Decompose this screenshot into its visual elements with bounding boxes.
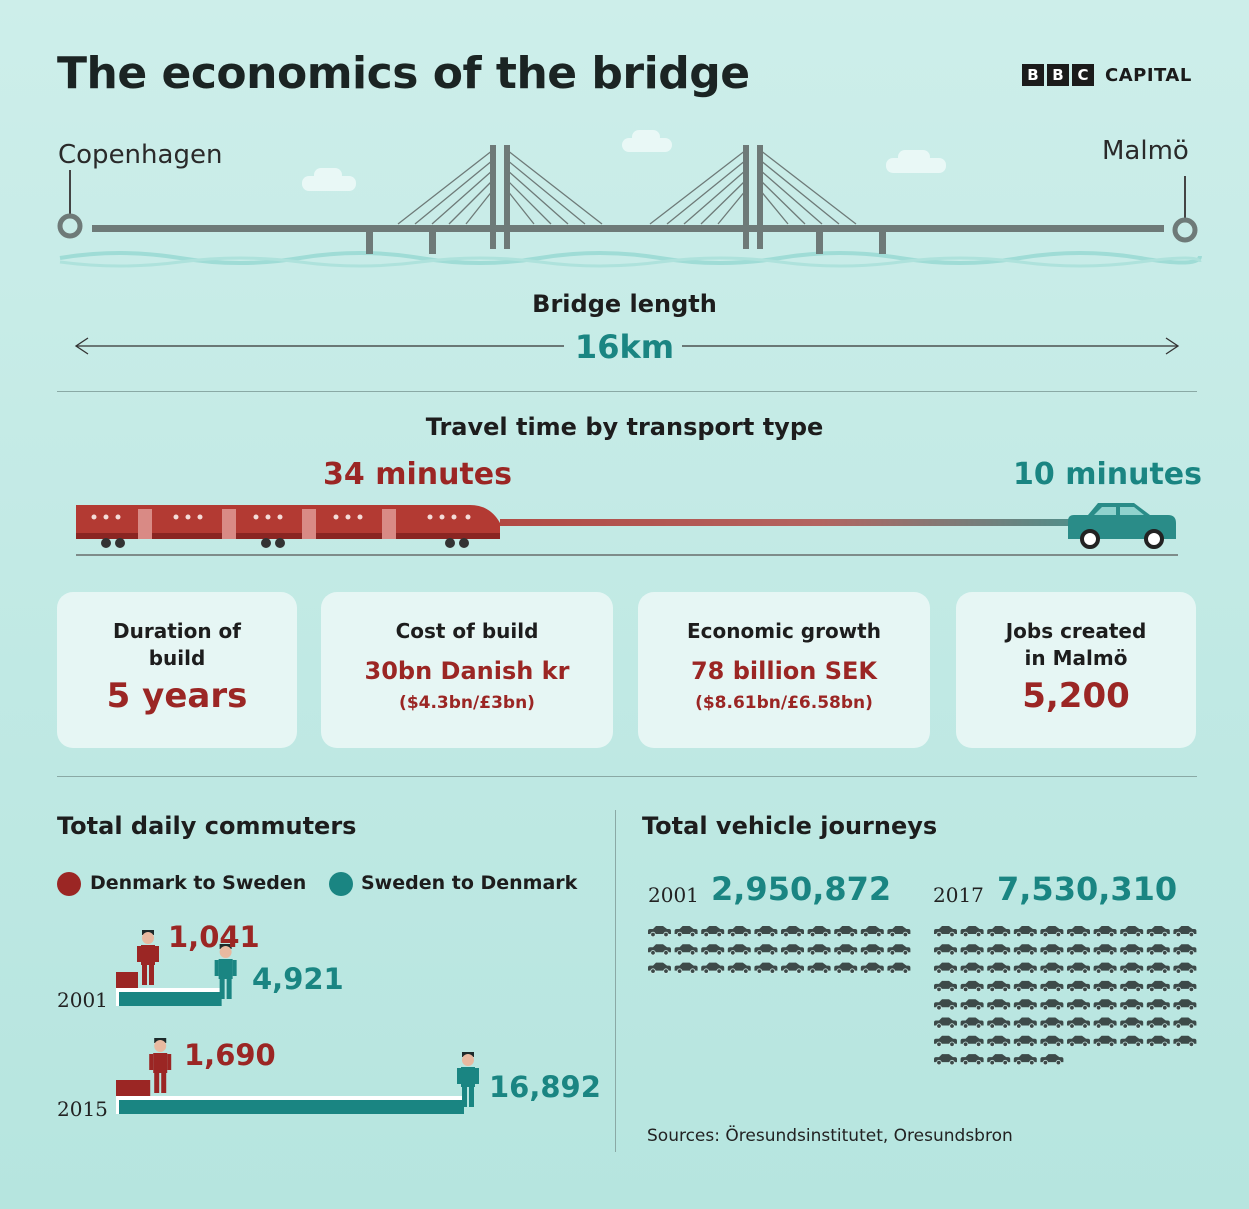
bar-denmark-to-sweden — [116, 972, 138, 988]
car-icon — [675, 944, 698, 955]
car-icon — [1067, 963, 1090, 974]
car-icon — [961, 999, 984, 1010]
car-icon — [781, 944, 804, 955]
vehicles-heading: Total vehicle journeys — [642, 812, 938, 840]
car-icon — [961, 1036, 984, 1047]
car-icon — [1094, 944, 1117, 955]
car-icon — [1147, 944, 1170, 955]
city-copenhagen: Copenhagen — [58, 140, 223, 170]
logo-text: CAPITAL — [1105, 64, 1192, 86]
car-icon — [987, 1054, 1010, 1065]
car-icon — [728, 944, 751, 955]
card-label: Duration of build — [113, 619, 241, 670]
card-label: Economic growth — [687, 619, 881, 643]
value-label: 16,892 — [489, 1070, 601, 1104]
car-icon — [1040, 926, 1063, 937]
car-icon — [1120, 1036, 1143, 1047]
bar-denmark-to-sweden — [116, 1080, 150, 1096]
bar-spacer — [116, 988, 222, 992]
car-icon — [701, 963, 724, 974]
city-malmo: Malmö — [1102, 136, 1189, 166]
train-time: 34 minutes — [323, 457, 512, 492]
vehicle-count: 2,950,872 — [711, 870, 892, 908]
car-icon — [1173, 999, 1196, 1010]
car-icon — [1147, 926, 1170, 937]
car-icon — [834, 944, 857, 955]
car-icon — [1094, 999, 1117, 1010]
car-icon — [987, 981, 1010, 992]
card-value: 5 years — [106, 676, 248, 716]
car-icon — [961, 944, 984, 955]
car-icon — [1173, 1036, 1196, 1047]
car-icon — [728, 963, 751, 974]
car-icon — [1040, 1018, 1063, 1029]
car-icon — [834, 963, 857, 974]
car-icon — [1014, 963, 1037, 974]
vertical-divider — [615, 810, 616, 1152]
car-icon — [1120, 999, 1143, 1010]
card-label: Cost of build — [395, 619, 539, 643]
car-icon — [987, 1018, 1010, 1029]
car-icon — [675, 963, 698, 974]
value-label: 1,690 — [184, 1038, 276, 1072]
bar-sweden-to-denmark — [116, 992, 222, 1006]
car-icon — [834, 926, 857, 937]
car-icon — [781, 963, 804, 974]
car-icon — [1120, 926, 1143, 937]
commuters-chart — [0, 900, 615, 1140]
car-icon — [1147, 1018, 1170, 1029]
travel-heading: Travel time by transport type — [425, 413, 824, 441]
car-icon — [934, 926, 957, 937]
car-icon — [648, 963, 671, 974]
divider — [57, 391, 1197, 392]
logo-letter: B — [1022, 64, 1044, 86]
car-icon — [934, 999, 957, 1010]
car-icon — [1173, 926, 1196, 937]
car-icon — [961, 981, 984, 992]
value-label: 1,041 — [168, 920, 260, 954]
legend-swatch-dk-se — [57, 872, 81, 896]
car-icon-grid-2001 — [647, 925, 922, 985]
car-icon — [1014, 981, 1037, 992]
car-icon — [1014, 1018, 1037, 1029]
cloud-icon — [302, 130, 946, 191]
car-icon — [648, 926, 671, 937]
car-icon — [675, 926, 698, 937]
page-title: The economics of the bridge — [57, 48, 750, 99]
car-icon — [861, 963, 884, 974]
vehicle-count: 7,530,310 — [997, 870, 1178, 908]
train-icon — [76, 505, 500, 548]
car-icon — [754, 963, 777, 974]
travel-illustration — [70, 495, 1185, 560]
car-icon — [934, 981, 957, 992]
card-value: 30bn Danish kr — [364, 657, 570, 685]
car-icon — [987, 1036, 1010, 1047]
card-label: Jobs created in Malmö — [1005, 619, 1147, 670]
car-icon — [1120, 944, 1143, 955]
car-icon — [961, 1054, 984, 1065]
car-icon — [1094, 981, 1117, 992]
car-icon — [1173, 944, 1196, 955]
car-icon — [987, 963, 1010, 974]
car-icon — [987, 944, 1010, 955]
car-icon — [728, 926, 751, 937]
car-icon — [648, 944, 671, 955]
bridge-length-value: 16km — [574, 328, 675, 366]
car-icon — [808, 926, 831, 937]
car-icon — [934, 963, 957, 974]
bar-edge — [116, 1096, 119, 1114]
car-icon — [808, 963, 831, 974]
car-icon — [754, 944, 777, 955]
car-icon — [1094, 1018, 1117, 1029]
car-icon — [887, 963, 910, 974]
card-duration — [57, 592, 297, 748]
car-icon — [1067, 1018, 1090, 1029]
car-icon — [934, 1036, 957, 1047]
car-icon — [1120, 981, 1143, 992]
car-icon — [1173, 963, 1196, 974]
bar-spacer — [116, 1096, 464, 1100]
car-icon — [861, 926, 884, 937]
logo-letter: C — [1072, 64, 1094, 86]
car-icon — [1067, 926, 1090, 937]
card-cost — [321, 592, 613, 748]
car-icon — [1014, 1054, 1037, 1065]
car-icon — [781, 926, 804, 937]
car-icon — [887, 944, 910, 955]
car-icon — [1040, 981, 1063, 992]
car-icon — [961, 963, 984, 974]
car-icon — [701, 926, 724, 937]
car-icon — [1147, 981, 1170, 992]
car-icon — [1040, 963, 1063, 974]
car-icon — [1120, 963, 1143, 974]
car-icon — [987, 926, 1010, 937]
travel-trail — [500, 519, 1080, 526]
value-label: 4,921 — [252, 962, 344, 996]
car-icon — [1147, 999, 1170, 1010]
bridge-deck — [92, 225, 1164, 232]
car-icon — [961, 1018, 984, 1029]
car-icon — [1067, 981, 1090, 992]
card-value: 78 billion SEK — [690, 657, 878, 685]
commuters-heading: Total daily commuters — [57, 812, 357, 840]
vehicle-year: 2001 — [648, 883, 699, 907]
car-icon — [1014, 926, 1037, 937]
bridge-illustration — [0, 120, 1249, 270]
car-icon — [1147, 963, 1170, 974]
car-icon — [1173, 1018, 1196, 1029]
car-icon — [1147, 1036, 1170, 1047]
location-pin-icon — [60, 216, 80, 236]
person-icon — [137, 930, 159, 985]
card-growth — [638, 592, 930, 748]
car-icon — [1094, 1036, 1117, 1047]
bbc-capital-logo — [1022, 64, 1192, 86]
car-icon — [1014, 999, 1037, 1010]
car-icon — [808, 944, 831, 955]
car-icon — [1014, 1036, 1037, 1047]
sources-note: Sources: Öresundsinstitutet, Oresundsbron — [647, 1126, 1013, 1146]
year-label: 2001 — [57, 988, 108, 1012]
logo-letter: B — [1047, 64, 1069, 86]
car-icon — [1040, 999, 1063, 1010]
year-label: 2015 — [57, 1097, 108, 1121]
bar-sweden-to-denmark — [116, 1100, 464, 1114]
car-icon — [861, 944, 884, 955]
person-icon — [149, 1038, 171, 1093]
car-icon — [1094, 926, 1117, 937]
car-icon — [887, 926, 910, 937]
card-jobs — [956, 592, 1196, 748]
car-icon — [1040, 944, 1063, 955]
car-icon — [934, 1054, 957, 1065]
card-subvalue: ($8.61bn/£6.58bn) — [695, 693, 873, 713]
car-icon — [1120, 1018, 1143, 1029]
car-icon — [961, 926, 984, 937]
bar-edge — [116, 988, 119, 1006]
car-icon — [934, 1018, 957, 1029]
car-icon — [1067, 944, 1090, 955]
car-icon — [754, 926, 777, 937]
car-icon — [1173, 981, 1196, 992]
car-icon — [1067, 999, 1090, 1010]
legend-swatch-se-dk — [329, 872, 353, 896]
divider — [57, 776, 1197, 777]
bridge-cables — [398, 150, 856, 224]
car-icon — [1068, 503, 1176, 547]
car-icon-grid-2017 — [933, 925, 1208, 1070]
car-icon — [1040, 1054, 1063, 1065]
card-subvalue: ($4.3bn/£3bn) — [399, 693, 535, 713]
legend-label-se-dk: Sweden to Denmark — [361, 872, 578, 894]
card-value: 5,200 — [1022, 676, 1130, 716]
car-icon — [1040, 1036, 1063, 1047]
vehicle-year: 2017 — [933, 883, 984, 907]
car-icon — [1014, 944, 1037, 955]
car-icon — [1094, 963, 1117, 974]
location-pin-icon — [1175, 220, 1195, 240]
car-icon — [1067, 1036, 1090, 1047]
bridge-length-label: Bridge length — [532, 290, 717, 318]
car-time: 10 minutes — [1013, 457, 1202, 492]
car-icon — [934, 944, 957, 955]
car-icon — [701, 944, 724, 955]
legend-label-dk-se: Denmark to Sweden — [90, 872, 307, 894]
car-icon — [987, 999, 1010, 1010]
